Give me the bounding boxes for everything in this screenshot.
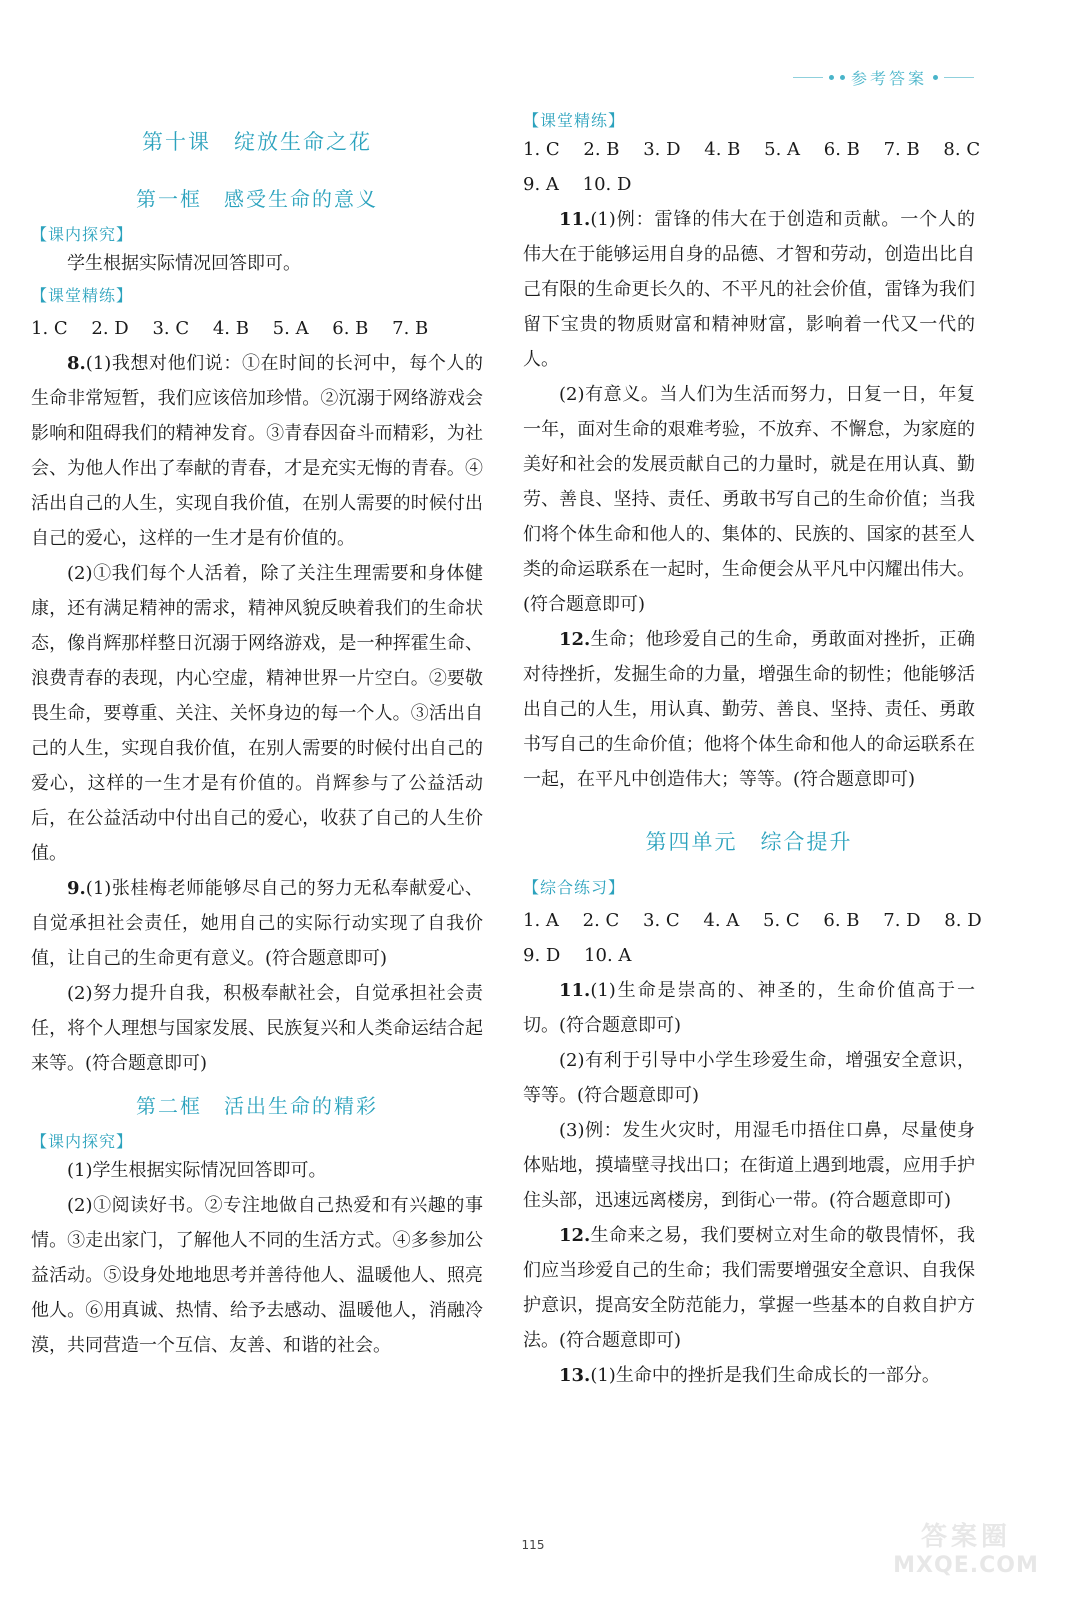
answer-text: (2)努力提升自我，积极奉献社会，自觉承担社会责任，将个人理想与国家发展、民族复兴和人类命运结合起来等。(符合题意即可)	[31, 983, 483, 1074]
mc-answers: 1. C 2. B 3. D 4. B 5. A 6. B 7. B 8. C	[523, 139, 981, 160]
section-tag: 【课堂精练】	[523, 111, 626, 130]
answer-text: (1)我想对他们说：①在时间的长河中，每个人的生命非常短暂，我们应该倍加珍惜。②沉溺于网络游戏会影响和阻碍我们的精神发育。③青春因奋斗而精彩，为社会、为他人作出了奉献的青春，才是充实无悔的青春。④活出自己的人生，实现自我价值，在别人需要的时候付出自己的爱心，这样的一生才是有价值的。	[31, 353, 483, 549]
section-tag: 【课堂精练】	[31, 286, 134, 305]
question-number: 12.	[559, 629, 591, 650]
answer-text: (2)有意义。当人们为生活而努力，日复一日，年复一年，面对生命的艰难考验，不放弃、不懈怠，为家庭的美好和社会的发展贡献自己的力量时，就是在用认真、勤劳、善良、坚持、责任、勇敢书写自己的生命价值；当我们将个体生命和他人的、集体的、民族的、国家的甚至人类的命运联系在一起时，生命便会从平凡中闪耀出伟大。(符合题意即可)	[523, 384, 975, 615]
left-column	[31, 110, 483, 1363]
header-rule	[944, 77, 974, 78]
page-number: 115	[521, 1538, 545, 1552]
unit-title: 第四单元 综合提升	[645, 830, 853, 854]
answer-text: 生命来之易，我们要树立对生命的敬畏情怀，我们应当珍爱自己的生命；我们需要增强安全意识、自我保护意识，提高安全防范能力，掌握一些基本的自救自护方法。(符合题意即可)	[523, 1225, 975, 1351]
watermark-text: 答案圈	[920, 1522, 1011, 1552]
answer-text: (2)①阅读好书。②专注地做自己热爱和有兴趣的事情。③走出家门，了解他人不同的生活方式。④多参加公益活动。⑤设身处地地思考并善待他人、温暖他人、照亮他人。⑥用真诚、热情、给予去感动、温暖他人，消融冷漠，共同营造一个互信、友善、和谐的社会。	[31, 1195, 483, 1356]
section-tag: 【综合练习】	[523, 878, 626, 897]
answer-text: (1)例：雷锋的伟大在于创造和贡献。一个人的伟大在于能够运用自身的品德、才智和劳动，创造出比自己有限的生命更长久的、不平凡的社会价值，雷锋为我们留下宝贵的物质财富和精神财富，影响着一代又一代的人。	[523, 209, 975, 370]
question-number: 11.	[559, 209, 591, 230]
watermark-url: MXQE.COM	[893, 1553, 1039, 1578]
frame-title: 第一框 感受生命的意义	[136, 187, 378, 211]
answer-paragraph	[523, 622, 975, 797]
header-label: 参考答案	[850, 69, 927, 88]
section-tag: 【课内探究】	[31, 1132, 134, 1151]
lesson-title: 第十课 绽放生命之花	[142, 130, 372, 154]
answer-paragraph	[31, 346, 483, 556]
answer-text: (1)学生根据实际情况回答即可。	[67, 1160, 327, 1181]
answer-paragraph	[523, 202, 975, 377]
answer-paragraph	[523, 1218, 975, 1358]
answer-text: 生命；他珍爱自己的生命，勇敢面对挫折，正确对待挫折，发掘生命的力量，增强生命的韧性；他能够活出自己的人生，用认真、勤劳、善良、坚持、责任、勇敢书写自己的生命价值；他将个体生命和他人的命运联系在一起，在平凡中创造伟大；等等。(符合题意即可)	[523, 629, 975, 790]
question-number: 12.	[559, 1225, 591, 1246]
header-dot	[829, 75, 834, 80]
answer-paragraph	[31, 871, 483, 976]
question-number: 13.	[559, 1365, 591, 1386]
answer-text: (2)①我们每个人活着，除了关注生理需要和身体健康，还有满足精神的需求，精神风貌反映着我们的生命状态，像肖辉那样整日沉溺于网络游戏，是一种挥霍生命、浪费青春的表现，内心空虚，精神世界一片空白。②要敬畏生命，要尊重、关注、关怀身边的每一个人。③活出自己的人生，实现自我价值，在别人需要的时候付出自己的爱心，这样的一生才是有价值的。肖辉参与了公益活动后，在公益活动中付出自己的爱心，收获了自己的人生价值。	[31, 563, 483, 864]
answer-text: (3)例：发生火灾时，用湿毛巾捂住口鼻，尽量使身体贴地，摸墙壁寻找出口；在街道上遇到地震，应用手护住头部，迅速远离楼房，到街心一带。(符合题意即可)	[523, 1120, 975, 1211]
question-number: 8.	[67, 353, 86, 374]
header-rule	[793, 77, 823, 78]
answer-text: (1)生命是崇高的、神圣的，生命价值高于一切。(符合题意即可)	[523, 980, 975, 1036]
answer-paragraph	[523, 1358, 975, 1393]
mc-answers: 1. A 2. C 3. C 4. A 5. C 6. B 7. D 8. D	[523, 910, 982, 931]
section-tag: 【课内探究】	[31, 225, 134, 244]
frame-title: 第二框 活出生命的精彩	[136, 1094, 378, 1118]
header-dot	[840, 75, 845, 80]
page-header	[793, 66, 974, 89]
question-number: 9.	[67, 878, 86, 899]
answer-text: (1)张桂梅老师能够尽自己的努力无私奉献爱心、自觉承担社会责任，她用自己的实际行动实现了自我价值，让自己的生命更有意义。(符合题意即可)	[31, 878, 483, 969]
answer-text: 学生根据实际情况回答即可。	[67, 253, 301, 274]
mc-answers: 9. D 10. A	[523, 945, 632, 966]
answer-text: (1)生命中的挫折是我们生命成长的一部分。	[590, 1365, 940, 1386]
watermark-logo	[886, 1520, 1046, 1590]
mc-answers: 1. C 2. D 3. C 4. B 5. A 6. B 7. B	[31, 318, 429, 339]
answer-paragraph	[523, 973, 975, 1043]
answer-text: (2)有利于引导中小学生珍爱生命，增强安全意识，等等。(符合题意即可)	[523, 1050, 975, 1106]
right-column	[523, 110, 982, 1393]
header-dot	[933, 75, 938, 80]
question-number: 11.	[559, 980, 591, 1001]
mc-answers: 9. A 10. D	[523, 174, 632, 195]
